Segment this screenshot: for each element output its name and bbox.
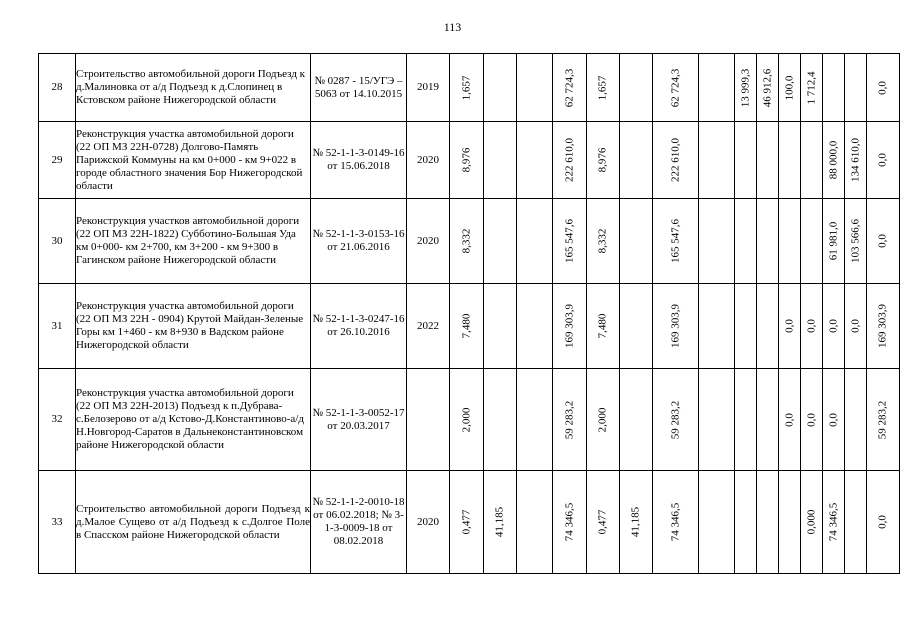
- completion-year: 2020: [407, 199, 450, 284]
- amount-cell: 61 981,0: [823, 199, 845, 284]
- empty-cell: [517, 369, 553, 471]
- total-cost-cell: 169 303,9: [653, 284, 699, 369]
- amount-cell: 0,0: [801, 369, 823, 471]
- amount-cell: 1 712,4: [801, 54, 823, 122]
- table-row: [39, 199, 900, 284]
- empty-cell: [517, 471, 553, 574]
- table-row: [39, 284, 900, 369]
- bridge-length-cell: 41,185: [620, 471, 653, 574]
- bridge-length-cell: [484, 122, 517, 199]
- amount-cell: 0,0: [801, 284, 823, 369]
- total-cost-cell: 62 724,3: [553, 54, 587, 122]
- length-cell: 0,477: [450, 471, 484, 574]
- length-cell: 8,332: [587, 199, 620, 284]
- amount-cell: [757, 199, 779, 284]
- completion-year: 2019: [407, 54, 450, 122]
- project-name: Реконструкция участка автомобильной дороги (22 ОП МЗ 22Н-2013) Подъезд к п.Дубрава-с.Белозерово от а/д Кстово-Д.Константиново-а/д Н.Новгород-Саратов в Дальнеконстантиновском районе Нижегородской области: [76, 369, 311, 471]
- amount-cell: 0,000: [801, 471, 823, 574]
- table-row: [39, 471, 900, 574]
- expert-opinion-ref: № 52-1-1-3-0149-16 от 15.06.2018: [311, 122, 407, 199]
- length-cell: 2,000: [450, 369, 484, 471]
- empty-cell: [699, 54, 735, 122]
- bridge-length-cell: [484, 284, 517, 369]
- completion-year: [407, 369, 450, 471]
- empty-cell: [517, 284, 553, 369]
- bridge-length-cell: 41,185: [484, 471, 517, 574]
- amount-cell: 0,0: [867, 471, 900, 574]
- project-name: Строительство автомобильной дороги Подъезд к д.Малиновка от а/д Подъезд к д.Слопинец в Кстовском районе Нижегородской области: [76, 54, 311, 122]
- total-cost-cell: 165 547,6: [553, 199, 587, 284]
- empty-cell: [517, 54, 553, 122]
- bridge-length-cell: [484, 369, 517, 471]
- length-cell: 0,477: [587, 471, 620, 574]
- empty-cell: [845, 54, 867, 122]
- row-number: 33: [39, 471, 76, 574]
- amount-cell: [823, 54, 845, 122]
- total-cost-cell: 74 346,5: [553, 471, 587, 574]
- total-cost-cell: 74 346,5: [653, 471, 699, 574]
- bridge-length-cell: [620, 284, 653, 369]
- expert-opinion-ref: № 52-1-1-3-0247-16 от 26.10.2016: [311, 284, 407, 369]
- total-cost-cell: 59 283,2: [553, 369, 587, 471]
- length-cell: 8,976: [450, 122, 484, 199]
- expert-opinion-ref: № 52-1-1-3-0052-17 от 20.03.2017: [311, 369, 407, 471]
- completion-year: 2020: [407, 122, 450, 199]
- bridge-length-cell: [620, 122, 653, 199]
- amount-cell: 134 610,0: [845, 122, 867, 199]
- length-cell: 1,657: [587, 54, 620, 122]
- amount-cell: 0,0: [867, 122, 900, 199]
- empty-cell: [517, 122, 553, 199]
- length-cell: 2,000: [587, 369, 620, 471]
- project-name: Реконструкция участков автомобильной дороги (22 ОП МЗ 22Н-1822) Субботино-Большая Уда км 0+000- км 2+700, км 3+200 - км 9+300 в Гагинском районе Нижегородской области: [76, 199, 311, 284]
- page-number: 113: [443, 20, 462, 34]
- amount-cell: 103 566,6: [845, 199, 867, 284]
- amount-cell: 88 000,0: [823, 122, 845, 199]
- amount-cell: [735, 199, 757, 284]
- amount-cell: 13 999,3: [735, 54, 757, 122]
- expert-opinion-ref: № 52-1-1-2-0010-18 от 06.02.2018; № 3-1-3-0009-18 от 08.02.2018: [311, 471, 407, 574]
- amount-cell: 0,0: [823, 369, 845, 471]
- amount-cell: [757, 284, 779, 369]
- total-cost-cell: 59 283,2: [653, 369, 699, 471]
- empty-cell: [845, 369, 867, 471]
- empty-cell: [801, 199, 823, 284]
- bridge-length-cell: [484, 54, 517, 122]
- empty-cell: [699, 471, 735, 574]
- length-cell: 7,480: [450, 284, 484, 369]
- amount-cell: 100,0: [779, 54, 801, 122]
- amount-cell: [735, 471, 757, 574]
- empty-cell: [801, 122, 823, 199]
- length-cell: 8,976: [587, 122, 620, 199]
- amount-cell: [779, 199, 801, 284]
- amount-cell: 0,0: [867, 199, 900, 284]
- total-cost-cell: 222 610,0: [653, 122, 699, 199]
- empty-cell: [517, 199, 553, 284]
- total-cost-cell: 165 547,6: [653, 199, 699, 284]
- amount-cell: 0,0: [823, 284, 845, 369]
- amount-cell: [735, 122, 757, 199]
- bridge-length-cell: [620, 54, 653, 122]
- length-cell: 1,657: [450, 54, 484, 122]
- amount-cell: [735, 369, 757, 471]
- amount-cell: [779, 122, 801, 199]
- amount-cell: 169 303,9: [867, 284, 900, 369]
- empty-cell: [699, 199, 735, 284]
- completion-year: 2020: [407, 471, 450, 574]
- total-cost-cell: 169 303,9: [553, 284, 587, 369]
- amount-cell: [779, 471, 801, 574]
- total-cost-cell: 222 610,0: [553, 122, 587, 199]
- amount-cell: [757, 369, 779, 471]
- length-cell: 7,480: [587, 284, 620, 369]
- amount-cell: [735, 284, 757, 369]
- table-row: [39, 122, 900, 199]
- amount-cell: 46 912,6: [757, 54, 779, 122]
- empty-cell: [699, 122, 735, 199]
- table-row: [39, 54, 900, 122]
- project-name: Реконструкция участка автомобильной дороги (22 ОП МЗ 22Н - 0904) Крутой Майдан-Зеленые Горы км 1+460 - км 8+930 в Вадском районе Нижегородской области: [76, 284, 311, 369]
- amount-cell: 0,0: [779, 284, 801, 369]
- bridge-length-cell: [484, 199, 517, 284]
- row-number: 32: [39, 369, 76, 471]
- total-cost-cell: 62 724,3: [653, 54, 699, 122]
- amount-cell: 59 283,2: [867, 369, 900, 471]
- expert-opinion-ref: № 0287 - 15/УГЭ – 5063 от 14.10.2015: [311, 54, 407, 122]
- bridge-length-cell: [620, 199, 653, 284]
- project-name: Строительство автомобильной дороги Подъезд к д.Малое Сущево от а/д Подъезд к с.Долгое Поле в Спасском районе Нижегородской области: [76, 471, 311, 574]
- amount-cell: 0,0: [779, 369, 801, 471]
- expert-opinion-ref: № 52-1-1-3-0153-16 от 21.06.2016: [311, 199, 407, 284]
- row-number: 30: [39, 199, 76, 284]
- length-cell: 8,332: [450, 199, 484, 284]
- bridge-length-cell: [620, 369, 653, 471]
- road-projects-table: [38, 53, 900, 574]
- amount-cell: [757, 122, 779, 199]
- empty-cell: [699, 369, 735, 471]
- row-number: 31: [39, 284, 76, 369]
- empty-cell: [845, 471, 867, 574]
- amount-cell: 0,0: [867, 54, 900, 122]
- amount-cell: 74 346,5: [823, 471, 845, 574]
- empty-cell: [699, 284, 735, 369]
- row-number: 29: [39, 122, 76, 199]
- project-name: Реконструкция участка автомобильной дороги (22 ОП МЗ 22Н-0728) Долгово-Память Парижской Коммуны на км 0+000 - км 9+022 в городе областного значения Бор Нижегородской области: [76, 122, 311, 199]
- row-number: 28: [39, 54, 76, 122]
- amount-cell: 0,0: [845, 284, 867, 369]
- completion-year: 2022: [407, 284, 450, 369]
- table-row: [39, 369, 900, 471]
- amount-cell: [757, 471, 779, 574]
